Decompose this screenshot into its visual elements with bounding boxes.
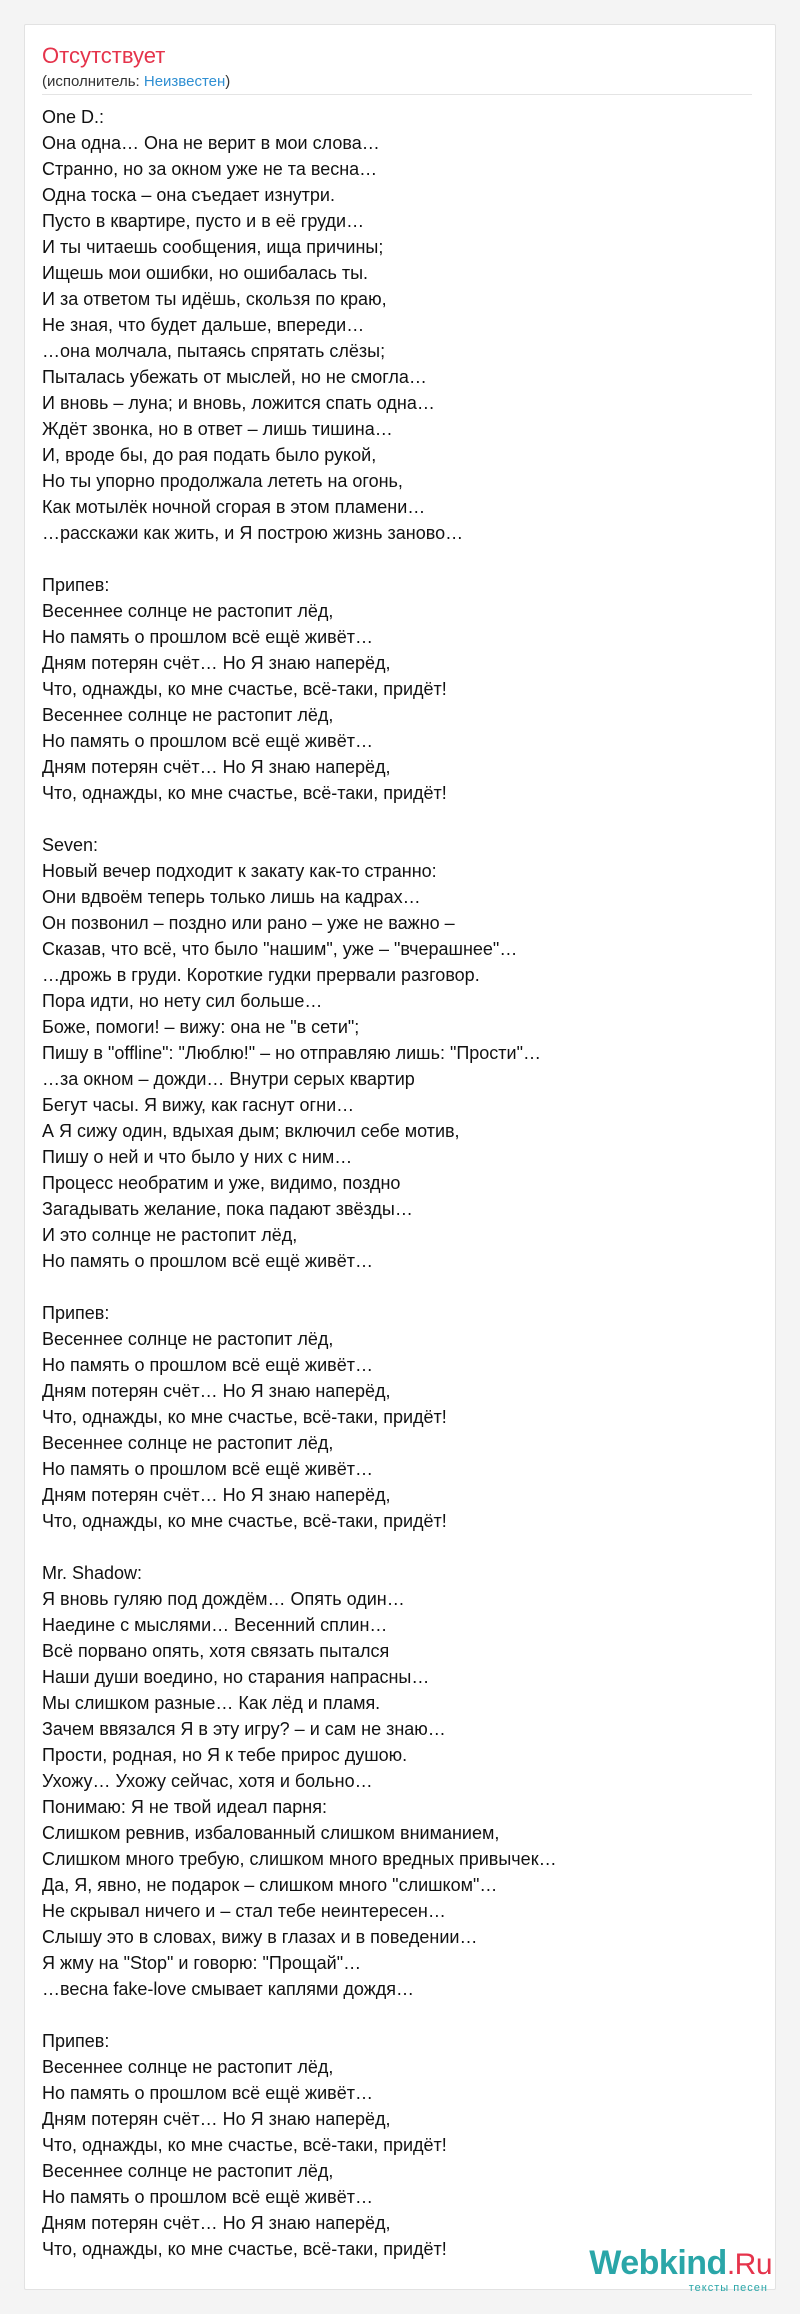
logo-word-main: Webkind xyxy=(589,2244,727,2282)
lyric-line: Прости, родная, но Я к тебе прирос душою. xyxy=(42,1745,408,1765)
lyric-line: Ждёт звонка, но в ответ – лишь тишина… xyxy=(42,419,393,439)
lyric-line: Понимаю: Я не твой идеал парня: xyxy=(42,1797,327,1817)
stanza-heading: Seven: xyxy=(42,835,99,855)
lyrics-text xyxy=(42,104,752,2262)
lyric-line: Слишком ревнив, избалованный слишком вниманием, xyxy=(42,1823,500,1843)
lyric-line: А Я сижу один, вдыхая дым; включил себе мотив, xyxy=(42,1121,460,1141)
lyric-line: Пишу о ней и что было у них с ним… xyxy=(42,1147,353,1167)
lyric-line: Весеннее солнце не растопит лёд, xyxy=(42,705,334,725)
stanza-heading: Припев: xyxy=(42,1303,110,1323)
stanza-gap xyxy=(42,2002,752,2028)
lyric-line: Сказав, что всё, что было "нашим", уже – "вчерашнее"… xyxy=(42,939,518,959)
lyric-line: Весеннее солнце не растопит лёд, xyxy=(42,2161,334,2181)
lyric-line: Процесс необратим и уже, видимо, поздно xyxy=(42,1173,401,1193)
logo-tagline: тексты песен xyxy=(688,2282,768,2294)
lyric-line: Пора идти, но нету сил больше… xyxy=(42,991,323,1011)
lyric-line: …она молчала, пытаясь спрятать слёзы; xyxy=(42,341,386,361)
lyric-line: Весеннее солнце не растопит лёд, xyxy=(42,2057,334,2077)
lyric-line: Но память о прошлом всё ещё живёт… xyxy=(42,2083,373,2103)
lyric-line: Но память о прошлом всё ещё живёт… xyxy=(42,1355,373,1375)
stanza-heading: Mr. Shadow: xyxy=(42,1563,143,1583)
artist-suffix: ) xyxy=(225,73,231,90)
lyric-line: Странно, но за окном уже не та весна… xyxy=(42,159,378,179)
lyric-line: Зачем ввязался Я в эту игру? – и сам не знаю… xyxy=(42,1719,446,1739)
lyric-line: Слишком много требую, слишком много вредных привычек… xyxy=(42,1849,557,1869)
lyric-line: И за ответом ты идёшь, скользя по краю, xyxy=(42,289,387,309)
lyric-line: Ухожу… Ухожу сейчас, хотя и больно… xyxy=(42,1771,373,1791)
lyric-line: Дням потерян счёт… Но Я знаю наперёд, xyxy=(42,653,391,673)
lyric-line: Что, однажды, ко мне счастье, всё-таки, придёт! xyxy=(42,2135,447,2155)
lyric-line: Я вновь гуляю под дождём… Опять один… xyxy=(42,1589,405,1609)
lyric-line: Дням потерян счёт… Но Я знаю наперёд, xyxy=(42,757,391,777)
lyric-line: Не зная, что будет дальше, впереди… xyxy=(42,315,365,335)
song-title: Отсутствует xyxy=(42,43,166,68)
stanza-heading: Припев: xyxy=(42,2031,110,2051)
lyric-line: Ищешь мои ошибки, но ошибалась ты. xyxy=(42,263,369,283)
lyric-line: Весеннее солнце не растопит лёд, xyxy=(42,601,334,621)
stanza-gap xyxy=(42,1534,752,1560)
lyric-line: Пишу в "offline": "Люблю!" – но отправляю лишь: "Прости"… xyxy=(42,1043,541,1063)
lyric-line: Да, Я, явно, не подарок – слишком много "слишком"… xyxy=(42,1875,498,1895)
lyric-line: Бегут часы. Я вижу, как гаснут огни… xyxy=(42,1095,355,1115)
lyric-line: Слышу это в словах, вижу в глазах и в поведении… xyxy=(42,1927,478,1947)
lyric-line: Что, однажды, ко мне счастье, всё-таки, придёт! xyxy=(42,1407,447,1427)
logo-wordmark xyxy=(589,2246,772,2282)
lyric-line: Я жму на "Stop" и говорю: "Прощай"… xyxy=(42,1953,362,1973)
webkind-logo[interactable] xyxy=(589,2246,772,2294)
lyric-line: Но память о прошлом всё ещё живёт… xyxy=(42,1251,373,1271)
lyric-line: Но ты упорно продолжала лететь на огонь, xyxy=(42,471,403,491)
lyric-line: Что, однажды, ко мне счастье, всё-таки, придёт! xyxy=(42,2239,447,2259)
lyric-line: Новый вечер подходит к закату как-то странно: xyxy=(42,861,437,881)
lyric-line: …за окном – дожди… Внутри серых квартир xyxy=(42,1069,415,1089)
lyric-line: Дням потерян счёт… Но Я знаю наперёд, xyxy=(42,2109,391,2129)
lyric-line: Дням потерян счёт… Но Я знаю наперёд, xyxy=(42,1381,391,1401)
lyric-line: Пусто в квартире, пусто и в её груди… xyxy=(42,211,365,231)
lyric-line: Дням потерян счёт… Но Я знаю наперёд, xyxy=(42,1485,391,1505)
lyric-line: Весеннее солнце не растопит лёд, xyxy=(42,1329,334,1349)
lyric-line: …расскажи как жить, и Я построю жизнь заново… xyxy=(42,523,464,543)
lyric-line: Весеннее солнце не растопит лёд, xyxy=(42,1433,334,1453)
artist-link[interactable]: Неизвестен xyxy=(143,73,226,90)
stanza-heading: Припев: xyxy=(42,575,110,595)
lyric-line: …дрожь в груди. Короткие гудки прервали разговор. xyxy=(42,965,480,985)
lyric-line: Загадывать желание, пока падают звёзды… xyxy=(42,1199,413,1219)
lyric-line: Всё порвано опять, хотя связать пытался xyxy=(42,1641,390,1661)
lyric-line: И ты читаешь сообщения, ища причины; xyxy=(42,237,384,257)
lyric-line: Но память о прошлом всё ещё живёт… xyxy=(42,1459,373,1479)
artist-prefix: (исполнитель: xyxy=(42,73,144,90)
lyric-line: Не скрывал ничего и – стал тебе неинтересен… xyxy=(42,1901,446,1921)
lyric-line: Что, однажды, ко мне счастье, всё-таки, придёт! xyxy=(42,1511,447,1531)
lyric-line: Но память о прошлом всё ещё живёт… xyxy=(42,2187,373,2207)
lyric-line: Боже, помоги! – вижу: она не "в сети"; xyxy=(42,1017,360,1037)
lyric-line: Но память о прошлом всё ещё живёт… xyxy=(42,731,373,751)
lyric-line: Она одна… Она не верит в мои слова… xyxy=(42,133,380,153)
lyric-line: Наедине с мыслями… Весенний сплин… xyxy=(42,1615,388,1635)
lyric-line: …весна fake-love смывает каплями дождя… xyxy=(42,1979,415,1999)
lyric-line: Он позвонил – поздно или рано – уже не важно – xyxy=(42,913,455,933)
lyric-line: Одна тоска – она съедает изнутри. xyxy=(42,185,335,205)
lyric-line: Дням потерян счёт… Но Я знаю наперёд, xyxy=(42,2213,391,2233)
lyric-line: Что, однажды, ко мне счастье, всё-таки, придёт! xyxy=(42,783,447,803)
lyric-line: И это солнце не растопит лёд, xyxy=(42,1225,298,1245)
artist-line xyxy=(42,72,230,92)
lyric-line: Пыталась убежать от мыслей, но не смогла… xyxy=(42,367,427,387)
lyric-line: Наши души воедино, но старания напрасны… xyxy=(42,1667,430,1687)
logo-word-domain: .Ru xyxy=(726,2248,772,2281)
lyric-line: И, вроде бы, до рая подать было рукой, xyxy=(42,445,377,465)
stanza-heading: One D.: xyxy=(42,107,105,127)
lyric-line: Они вдвоём теперь только лишь на кадрах… xyxy=(42,887,421,907)
lyric-line: Что, однажды, ко мне счастье, всё-таки, придёт! xyxy=(42,679,447,699)
stanza-gap xyxy=(42,546,752,572)
lyric-line: Мы слишком разные… Как лёд и пламя. xyxy=(42,1693,381,1713)
stanza-gap xyxy=(42,806,752,832)
lyric-line: Но память о прошлом всё ещё живёт… xyxy=(42,627,373,647)
lyric-line: И вновь – луна; и вновь, ложится спать одна… xyxy=(42,393,435,413)
lyric-line: Как мотылёк ночной сгорая в этом пламени… xyxy=(42,497,426,517)
stanza-gap xyxy=(42,1274,752,1300)
title-divider xyxy=(42,94,752,95)
